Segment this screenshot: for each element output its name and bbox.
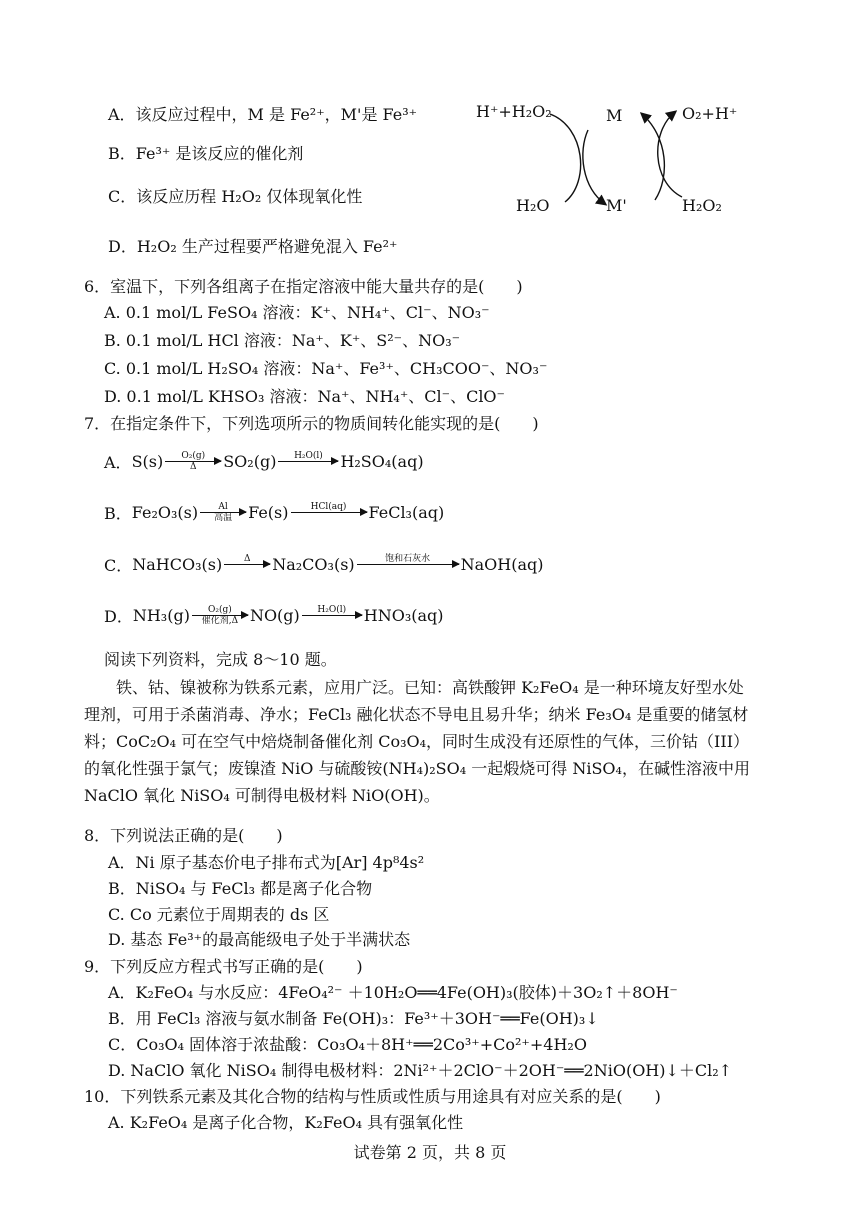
q7-b-label: B． [104, 504, 132, 523]
right-arc-to-m [642, 114, 664, 200]
q7-a-arrow1-bottom: Δ [189, 462, 197, 472]
q9-option-d: D. NaClO 氧化 NiSO₄ 制得电极材料：2Ni²⁺＋2ClO⁻＋2OH⁻══2NiO(OH)↓＋Cl₂↑ [108, 1061, 733, 1080]
q7-c-arrow1-top: Δ [243, 554, 251, 564]
q8-option-d: D. 基态 Fe³⁺的最高能级电子处于半满状态 [108, 930, 411, 949]
catalytic-cycle-diagram [470, 92, 770, 222]
q7-c-intermediate: Na₂CO₃(s) [272, 555, 355, 574]
q6-option-a: A. 0.1 mol/L FeSO₄ 溶液：K⁺、NH₄⁺、Cl⁻、NO₃⁻ [104, 303, 490, 322]
q7-a-arrow-2 [278, 451, 338, 472]
reading-line-3: 料；CoC₂O₄ 可在空气中焙烧制备催化剂 Co₃O₄，同时生成没有还原性的气体，三价钴（III） [84, 732, 750, 751]
q7-b-intermediate: Fe(s) [248, 503, 289, 522]
q7-c-product: NaOH(aq) [460, 555, 544, 574]
left-arc-down [550, 114, 581, 202]
q7-c-arrow-1 [224, 554, 270, 575]
diagram-label-m: M [606, 106, 623, 125]
q7-d-arrow1-bottom: 催化剂,Δ [201, 616, 239, 626]
q7-d-arrow-1 [192, 605, 248, 626]
q6-option-d: D. 0.1 mol/L KHSO₃ 溶液：Na⁺、NH₄⁺、Cl⁻、ClO⁻ [104, 387, 505, 406]
q7-b-product: FeCl₃(aq) [368, 503, 445, 522]
q7-option-d [104, 604, 444, 627]
q7-b-reactant: Fe₂O₃(s) [131, 503, 199, 522]
q7-b-arrow2-top: HCl(aq) [310, 502, 347, 512]
q7-option-c [104, 553, 544, 576]
q7-a-arrow-1 [165, 451, 221, 472]
diagram-label-h2o: H₂O [516, 196, 550, 215]
q9-option-c: C．Co₃O₄ 固体溶于浓盐酸：Co₃O₄＋8H⁺══2Co³⁺+Co²⁺+4H₂O [108, 1035, 587, 1054]
q10-stem: 10．下列铁系元素及其化合物的结构与性质或性质与用途具有对应关系的是( ) [84, 1087, 661, 1106]
q9-option-a: A．K₂FeO₄ 与水反应：4FeO₄²⁻ ＋10H₂O══4Fe(OH)₃(胶体)＋3O₂↑＋8OH⁻ [108, 983, 678, 1002]
q7-a-product: H₂SO₄(aq) [340, 452, 424, 471]
q6-stem: 6．室温下，下列各组离子在指定溶液中能大量共存的是( ) [84, 277, 523, 296]
q7-d-product: HNO₃(aq) [363, 606, 444, 625]
q7-a-arrow2-top: H₂O(l) [294, 451, 323, 461]
q5-option-c: C．该反应历程 H₂O₂ 仅体现氧化性 [108, 187, 363, 206]
q7-b-arrow-1 [200, 502, 246, 523]
reading-line-5: NaClO 氧化 NiSO₄ 可制得电极材料 NiO(OH)。 [84, 786, 440, 805]
q5-option-a: A．该反应过程中，M 是 Fe²⁺，M'是 Fe³⁺ [108, 105, 418, 124]
reading-line-1: 铁、钴、镍被称为铁系元素，应用广泛。已知：高铁酸钾 K₂FeO₄ 是一种环境友好型水处 [84, 678, 744, 697]
reading-intro: 阅读下列资料，完成 8～10 题。 [104, 650, 337, 669]
q6-option-c: C. 0.1 mol/L H₂SO₄ 溶液：Na⁺、Fe³⁺、CH₃COO⁻、NO₃⁻ [104, 359, 548, 378]
right-arc-up [658, 112, 682, 197]
left-arc-to-mprime [583, 130, 605, 204]
q7-c-label: C． [104, 556, 133, 575]
q6-option-b: B. 0.1 mol/L HCl 溶液：Na⁺、K⁺、S²⁻、NO₃⁻ [104, 331, 461, 350]
q7-c-reactant: NaHCO₃(s) [132, 555, 223, 574]
q8-option-b: B．NiSO₄ 与 FeCl₃ 都是离子化合物 [108, 879, 373, 898]
q9-option-b: B．用 FeCl₃ 溶液与氨水制备 Fe(OH)₃：Fe³⁺＋3OH⁻══Fe(OH)₃↓ [108, 1009, 599, 1028]
q7-d-arrow-2 [302, 605, 362, 626]
diagram-label-h2o2: H₂O₂ [682, 196, 722, 215]
q7-a-intermediate: SO₂(g) [223, 452, 277, 471]
q7-a-arrow1-top: O₂(g) [181, 451, 206, 461]
q9-stem: 9．下列反应方程式书写正确的是( ) [84, 957, 363, 976]
q7-b-arrow-2 [291, 502, 367, 523]
diagram-label-h-h2o2: H⁺+H₂O₂ [476, 102, 552, 121]
q5-option-d: D．H₂O₂ 生产过程要严格避免混入 Fe²⁺ [108, 237, 398, 256]
q7-d-reactant: NH₃(g) [132, 606, 190, 625]
diagram-label-o2-h: O₂+H⁺ [682, 104, 738, 123]
q7-d-arrow2-top: H₂O(l) [317, 605, 347, 615]
q7-d-arrow1-top: O₂(g) [208, 605, 232, 615]
q7-option-b [104, 501, 444, 524]
q7-a-label: A． [104, 453, 132, 472]
q7-stem: 7．在指定条件下，下列选项所示的物质间转化能实现的是( ) [84, 414, 539, 433]
q5-option-b: B．Fe³⁺ 是该反应的催化剂 [108, 144, 304, 163]
page-footer: 试卷第 2 页，共 8 页 [353, 1143, 507, 1162]
q7-a-reactant: S(s) [131, 452, 164, 471]
q10-option-a: A. K₂FeO₄ 是离子化合物，K₂FeO₄ 具有强氧化性 [108, 1113, 464, 1132]
q8-option-c: C. Co 元素位于周期表的 ds 区 [108, 905, 330, 924]
diagram-label-mprime: M' [606, 196, 627, 215]
q7-c-arrow2-top: 饱和石灰水 [385, 554, 431, 564]
reading-line-2: 理剂，可用于杀菌消毒、净水；FeCl₃ 融化状态不导电且易升华；纳米 Fe₃O₄ 是重要的储氢材 [84, 705, 749, 724]
q7-c-arrow-2 [357, 554, 459, 575]
q8-option-a: A．Ni 原子基态价电子排布式为[Ar] 4p⁸4s² [108, 853, 425, 872]
reading-line-4: 的氧化性强于氯气；废镍渣 NiO 与硫酸铵(NH₄)₂SO₄ 一起煅烧可得 NiSO₄，在碱性溶液中用 [84, 759, 750, 778]
q7-b-arrow1-bottom: 高温 [214, 513, 233, 523]
q7-d-intermediate: NO(g) [249, 606, 300, 625]
q7-b-arrow1-top: Al [218, 502, 228, 512]
q7-option-a [104, 450, 424, 473]
q7-d-label: D． [104, 607, 133, 626]
q8-stem: 8．下列说法正确的是( ) [84, 826, 283, 845]
